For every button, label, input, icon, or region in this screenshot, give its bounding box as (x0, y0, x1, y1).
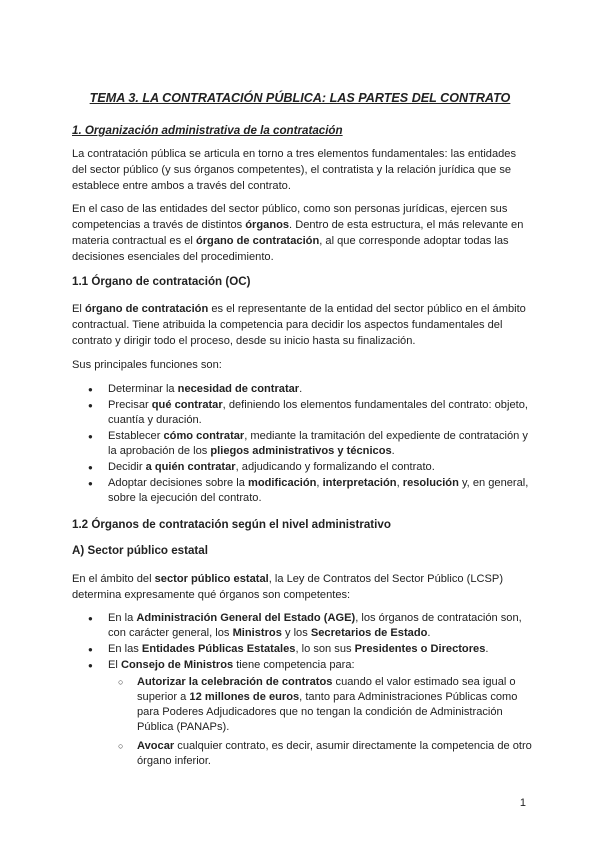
state-organs-list (72, 611, 532, 773)
list-item: ● El Consejo de Ministros tiene competencia para: ○ Autorizar la celebración de contratos cuando el valor estimado sea igual o superior a 12 millones de euros, tanto para Administraciones Públicas como para Poderes Adjudicadores que no tengan la condición de Administración Pública (PANAPs). ○ Avocar cualquier contrato, es decir, asumir directamente la competencia de otro órgano inferior. (72, 658, 532, 769)
list-item: ○ Autorizar la celebración de contratos cuando el valor estimado sea igual o superior a 12 millones de euros, tanto para Administraciones Públicas como para Poderes Adjudicadores que no tengan la condición de Administración Pública (PANAPs). (108, 675, 532, 735)
list-item: ○ Avocar cualquier contrato, es decir, asumir directamente la competencia de otro órgano inferior. (108, 739, 532, 769)
subsection-heading-a: A) Sector público estatal (72, 544, 208, 557)
paragraph-functions-intro: Sus principales funciones son: (72, 359, 222, 371)
list-item: ● Establecer cómo contratar, mediante la tramitación del expediente de contratación y la aprobación de los pliegos administrativos y técnicos. (72, 429, 532, 459)
list-item: ● Decidir a quién contratar, adjudicando y formalizando el contrato. (72, 460, 532, 475)
list-item: ● Precisar qué contratar, definiendo los elementos fundamentales del contrato: objeto, cuantía y duración. (72, 398, 532, 428)
list-item: ● Adoptar decisiones sobre la modificación, interpretación, resolución y, en general, sobre la ejecución del contrato. (72, 476, 532, 506)
list-item: ● En la Administración General del Estado (AGE), los órganos de contratación son, con carácter general, los Ministros y los Secretarios de Estado. (72, 611, 532, 641)
subsection-heading-1-2: 1.2 Órganos de contratación según el nivel administrativo (72, 518, 391, 531)
section-heading-1: 1. Organización administrativa de la contratación (72, 124, 343, 137)
list-item: ● En las Entidades Públicas Estatales, lo son sus Presidentes o Directores. (72, 642, 532, 657)
paragraph-organs: En el caso de las entidades del sector público, como son personas jurídicas, ejercen sus competencias a través de distintos órganos. Dentro de esta estructura, el más relevante en materia contractual es el órgano de contratación, al que corresponde adoptar todas las decisiones esenciales del procedimiento. (72, 203, 524, 263)
list-item: ● Determinar la necesidad de contratar. (72, 382, 532, 397)
paragraph-intro: La contratación pública se articula en torno a tres elementos fundamentales: las entidades del sector público (y sus órganos competentes), el contratista y la relación jurídica que se establece entre ambos a través del contrato. (72, 148, 517, 192)
subsection-heading-1-1: 1.1 Órgano de contratación (OC) (72, 275, 251, 288)
council-powers-list (108, 675, 532, 769)
functions-list (72, 382, 532, 507)
page-number: 1 (519, 797, 526, 809)
paragraph-state-sector: En el ámbito del sector público estatal, la Ley de Contratos del Sector Público (LCSP) determina expresamente qué órganos son competentes: (72, 573, 504, 601)
paragraph-oc-definition: El órgano de contratación es el representante de la entidad del sector público en el ámbito contractual. Tiene atribuida la competencia para decidir los aspectos fundamentales del contrato y dirigir todo el proceso, desde su inicio hasta su finalización. (72, 303, 526, 347)
document-title: TEMA 3. LA CONTRATACIÓN PÚBLICA: LAS PARTES DEL CONTRATO (89, 91, 511, 105)
